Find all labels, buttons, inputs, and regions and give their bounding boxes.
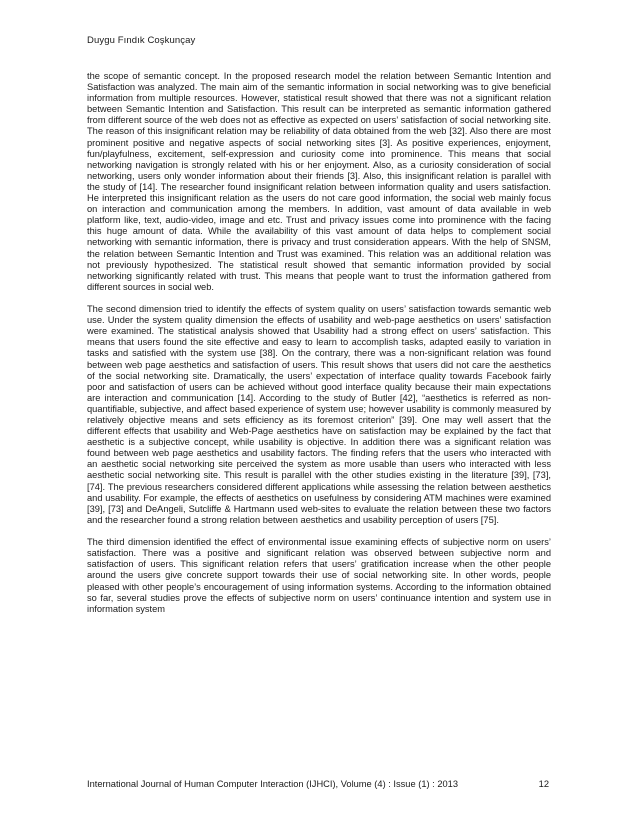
- footer-page-number: 12: [538, 779, 549, 789]
- footer-journal-citation: International Journal of Human Computer Interaction (IJHCI), Volume (4) : Issue (1) : 2013: [87, 779, 459, 789]
- article-body: [87, 71, 551, 626]
- running-head-author: Duygu Fındık Coşkunçay: [87, 35, 196, 46]
- page-footer: [87, 779, 549, 789]
- paragraph-semantic-dimension: the scope of semantic concept. In the proposed research model the relation between Semantic Intention and Satisfaction was analyzed. The main aim of the semantic information in social networking was to give beneficial information from multiple resources. However, statistical result showed that there was not a significant relation between Semantic Intention and Satisfaction. This result can be interpreted as semantic information gathered from different source of the web does not as effective as expected on users’ satisfaction of social networking site. The reason of this insignificant relation may be reliability of data obtained from the web [32]. Also there are most prominent positive and negative aspects of social networking sites [3]. As positive experiences, enjoyment, fun/playfulness, excitement, self-expression and curiosity come into prominence. This means that social networking navigation is strongly related with his or her enjoyment. Also, as a curiosity consideration of social networking, users only wonder information about their friends [3]. Also, this insignificant relation is parallel with the study of [14]. The researcher found insignificant relation between information quality and users satisfaction. He interpreted this insignificant relation as the users do not care good information, the social web mainly focus on interaction and communication among the members. In addition, vast amount of data available in web platform like, text, audio-video, image and etc. Trust and privacy issues come into prominence with the facing this huge amount of data. While the availability of this vast amount of data helps to complement social networking with semantic information, there is privacy and trust consideration appears. With the help of SNSM, the relation between Semantic Intention and Trust was examined. This relation was an additional relation was not previously hypothesized. The statistical result showed that semantic information provided by social networking significantly related with trust. This means that people want to trust the information gathered from different sources in social web.: [87, 71, 551, 292]
- paragraph-environmental-dimension: The third dimension identified the effect of environmental issue examining effects of subjective norm on users’ satisfaction. There was a positive and significant relation was observed between subjective norm and satisfaction of users. This significant relation refers that users’ gratification increase when the other people around the users give concrete support towards their use of social networking site. In other words, people pleased with other people’s encouragement of using information systems. According to the information obtained so far, several studies prove the effects of subjective norm on users’ continuance intention and system use in information system: [87, 537, 551, 614]
- paragraph-system-quality-dimension: The second dimension tried to identify the effects of system quality on users’ satisfaction towards semantic web use. Under the system quality dimension the effects of usability and web-page aesthetics on users’ satisfaction were examined. The statistical analysis showed that Usability had a strong effect on users’ satisfaction. This means that users found the site effective and easy to learn to accomplish tasks, adapted easily to variation in tasks and satisfied with the system use [38]. On the contrary, there was a non-significant relation was found between web page aesthetics and satisfaction of users. This result shows that users did not care the aesthetics of the social networking site. Dramatically, the users’ expectation of interface quality towards Facebook fairly poor and satisfaction of users can be achieved without good interface quality because their main expectations are interaction and communication [14]. According to the study of Butler [42], “aesthetics is referred as non-quantifiable, subjective, and affect based experience of system use; however usability is commonly measured by relatively objective means and sets efficiency as its foremost criterion” [39]. One may well assert that the different effects that usability and Web-Page aesthetics have on satisfaction may be explained by the fact that aesthetic is a subjective concept, while usability is objective. In addition there was a significant relation was found between web page aesthetics and usability factors. The finding refers that the users who interacted with an aesthetic social networking site perceived the system as more usable than users who interacted with less aesthetic social networking site. This result is parallel with the other studies existing in the literature [39], [73], [74]. The previous researchers considered different applications while assessing the relation between aesthetics and usability. For example, the effects of aesthetics on usefulness by considering ATM machines were examined [39], [73] and DeAngeli, Sutcliffe & Hartmann used web-sites to evaluate the relation between these two factors and the researcher found a strong relation between aesthetics and usability perception of users [75].: [87, 304, 551, 525]
